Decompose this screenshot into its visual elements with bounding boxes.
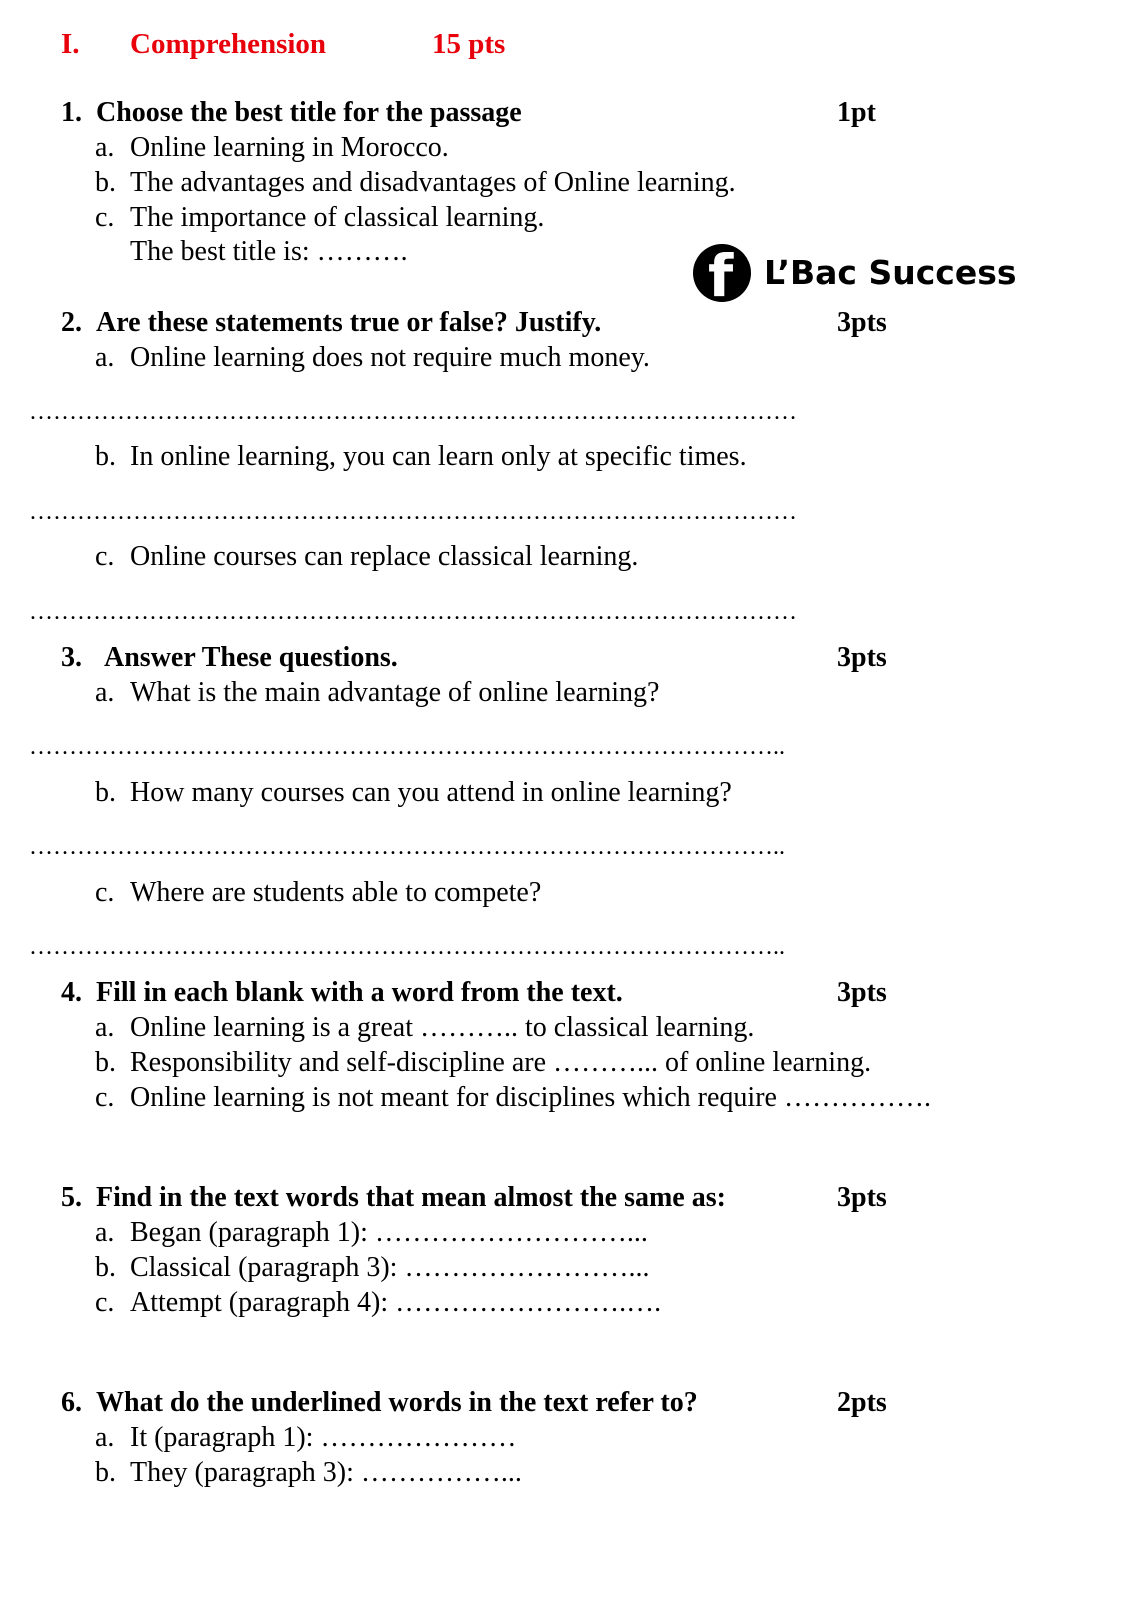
q3-points: 3pts <box>837 642 887 673</box>
q6-number: 6. <box>61 1387 82 1418</box>
q2-a-answer-line: …………………………………………………………………………………… <box>29 399 797 425</box>
q5-a-text: Began (paragraph 1): ………………………... <box>130 1217 648 1248</box>
q4-a-text: Online learning is a great ……….. to classical learning. <box>130 1012 755 1043</box>
facebook-icon: f <box>693 244 751 302</box>
q5-number: 5. <box>61 1182 82 1213</box>
q4-points: 3pts <box>837 977 887 1008</box>
q2-title: Are these statements true or false? Justify. <box>96 307 602 338</box>
q1-number: 1. <box>61 97 82 128</box>
q3-title: Answer These questions. <box>104 642 398 673</box>
q2-b-marker: b. <box>95 441 116 472</box>
q4-b-text: Responsibility and self-discipline are ………... of online learning. <box>130 1047 872 1078</box>
q4-b-marker: b. <box>95 1047 116 1078</box>
q1-a-text: Online learning in Morocco. <box>130 132 449 163</box>
q5-c-text: Attempt (paragraph 4): …………………….…. <box>130 1287 662 1318</box>
q3-a-marker: a. <box>95 677 115 708</box>
q6-a-text: It (paragraph 1): ………………… <box>130 1422 517 1453</box>
q4-c-text: Online learning is not meant for disciplines which require ……………. <box>130 1082 931 1113</box>
logo-text: L’Bac Success <box>764 253 1017 292</box>
q1-c-marker: c. <box>95 202 115 233</box>
q3-a-text: What is the main advantage of online learning? <box>130 677 660 708</box>
q6-b-marker: b. <box>95 1457 116 1488</box>
q3-a-answer-line: ………………………………………………………………………………….. <box>29 734 785 760</box>
q3-b-text: How many courses can you attend in online learning? <box>130 777 732 808</box>
q1-b-marker: b. <box>95 167 116 198</box>
q3-c-answer-line: ………………………………………………………………………………….. <box>29 934 785 960</box>
q2-number: 2. <box>61 307 82 338</box>
q5-c-marker: c. <box>95 1287 115 1318</box>
q2-a-marker: a. <box>95 342 115 373</box>
section-number: I. <box>61 28 80 60</box>
q4-title: Fill in each blank with a word from the text. <box>96 977 623 1008</box>
q5-title: Find in the text words that mean almost the same as: <box>96 1182 726 1213</box>
q6-points: 2pts <box>837 1387 887 1418</box>
q6-title: What do the underlined words in the text refer to? <box>96 1387 698 1418</box>
q3-c-marker: c. <box>95 877 115 908</box>
q2-a-text: Online learning does not require much money. <box>130 342 650 373</box>
q2-c-text: Online courses can replace classical learning. <box>130 541 639 572</box>
section-points: 15 pts <box>432 28 506 60</box>
q5-points: 3pts <box>837 1182 887 1213</box>
q1-title: Choose the best title for the passage <box>96 97 522 128</box>
q3-c-text: Where are students able to compete? <box>130 877 542 908</box>
section-title: Comprehension <box>130 28 327 60</box>
q3-b-answer-line: ………………………………………………………………………………….. <box>29 834 785 860</box>
q1-b-text: The advantages and disadvantages of Online learning. <box>130 167 736 198</box>
q2-b-text: In online learning, you can learn only at specific times. <box>130 441 747 472</box>
q1-c-text: The importance of classical learning. <box>130 202 545 233</box>
q2-c-marker: c. <box>95 541 115 572</box>
q5-b-marker: b. <box>95 1252 116 1283</box>
q2-points: 3pts <box>837 307 887 338</box>
q1-answer-line: The best title is: ………. <box>130 236 408 267</box>
q4-c-marker: c. <box>95 1082 115 1113</box>
q3-number: 3. <box>61 642 82 673</box>
q3-b-marker: b. <box>95 777 116 808</box>
q5-a-marker: a. <box>95 1217 115 1248</box>
q1-a-marker: a. <box>95 132 115 163</box>
q4-a-marker: a. <box>95 1012 115 1043</box>
q2-b-answer-line: …………………………………………………………………………………… <box>29 499 797 525</box>
q5-b-text: Classical (paragraph 3): ……………………... <box>130 1252 650 1283</box>
q4-number: 4. <box>61 977 82 1008</box>
q6-a-marker: a. <box>95 1422 115 1453</box>
q2-c-answer-line: …………………………………………………………………………………… <box>29 599 797 625</box>
q1-points: 1pt <box>837 97 876 128</box>
q6-b-text: They (paragraph 3): ……………... <box>130 1457 522 1488</box>
